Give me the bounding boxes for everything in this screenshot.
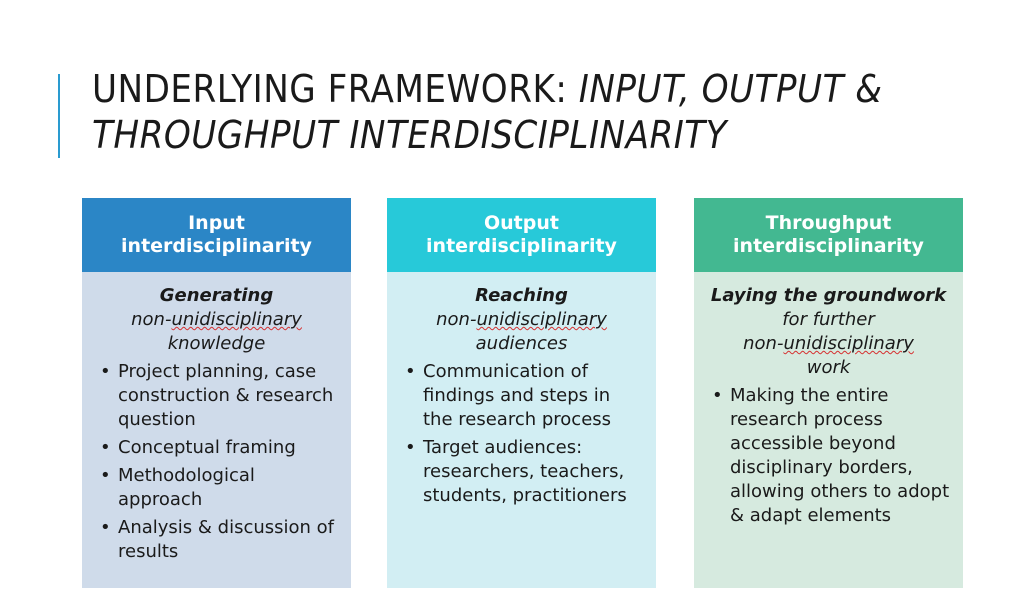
header-line-2: interdisciplinarity [121,235,312,257]
header-line-1: Output [484,212,559,234]
intro-end: work [806,357,851,378]
column-header [387,198,656,272]
list-item: • Making the entire research process accessible beyond disciplinary borders, allowing others to adopt & adapt elements [730,384,951,528]
title-italic-2: THROUGHPUT INTERDISCIPLINARITY [92,113,728,157]
list-item: • Methodological approach [118,464,339,512]
intro-line [706,332,951,356]
intro-wavy-word: unidisciplinary [171,309,302,330]
list-item: • Project planning, case construction & research question [118,360,339,432]
intro-bold: Laying the groundwork [710,285,947,306]
title-plain: UNDERLYING FRAMEWORK: [92,67,579,111]
column-intro [399,284,644,356]
bullet-list [94,360,339,564]
intro-prefix: non- [743,333,784,354]
intro-line [94,308,339,332]
bullet-list [706,384,951,528]
column-intro [94,284,339,356]
column-body [694,272,963,588]
intro-line [399,308,644,332]
intro-wavy-word: unidisciplinary [783,333,914,354]
column-header [694,198,963,272]
intro-bold: Generating [159,285,274,306]
list-item: • Target audiences: researchers, teachers, students, practitioners [423,436,644,508]
intro-bold: Reaching [475,285,568,306]
column-header [82,198,351,272]
column-throughput [694,198,963,588]
title-accent-bar [58,74,60,158]
intro-wavy-word: unidisciplinary [476,309,607,330]
header-line-2: interdisciplinarity [426,235,617,257]
title-italic-1: INPUT, OUTPUT & [578,67,883,111]
intro-end: knowledge [167,333,266,354]
column-output [387,198,656,588]
slide-title [92,66,992,158]
intro-prefix: non- [131,309,172,330]
intro-end: audiences [475,333,568,354]
header-line-2: interdisciplinarity [733,235,924,257]
list-item: • Communication of findings and steps in the research process [423,360,644,432]
column-body [387,272,656,588]
column-input [82,198,351,588]
list-item: • Conceptual framing [118,436,339,460]
bullet-list [399,360,644,508]
intro-after-bold: for further [782,309,875,330]
header-line-1: Input [188,212,245,234]
list-item: • Analysis & discussion of results [118,516,339,564]
column-body [82,272,351,588]
intro-prefix: non- [436,309,477,330]
column-intro [706,284,951,380]
header-line-1: Throughput [765,212,892,234]
